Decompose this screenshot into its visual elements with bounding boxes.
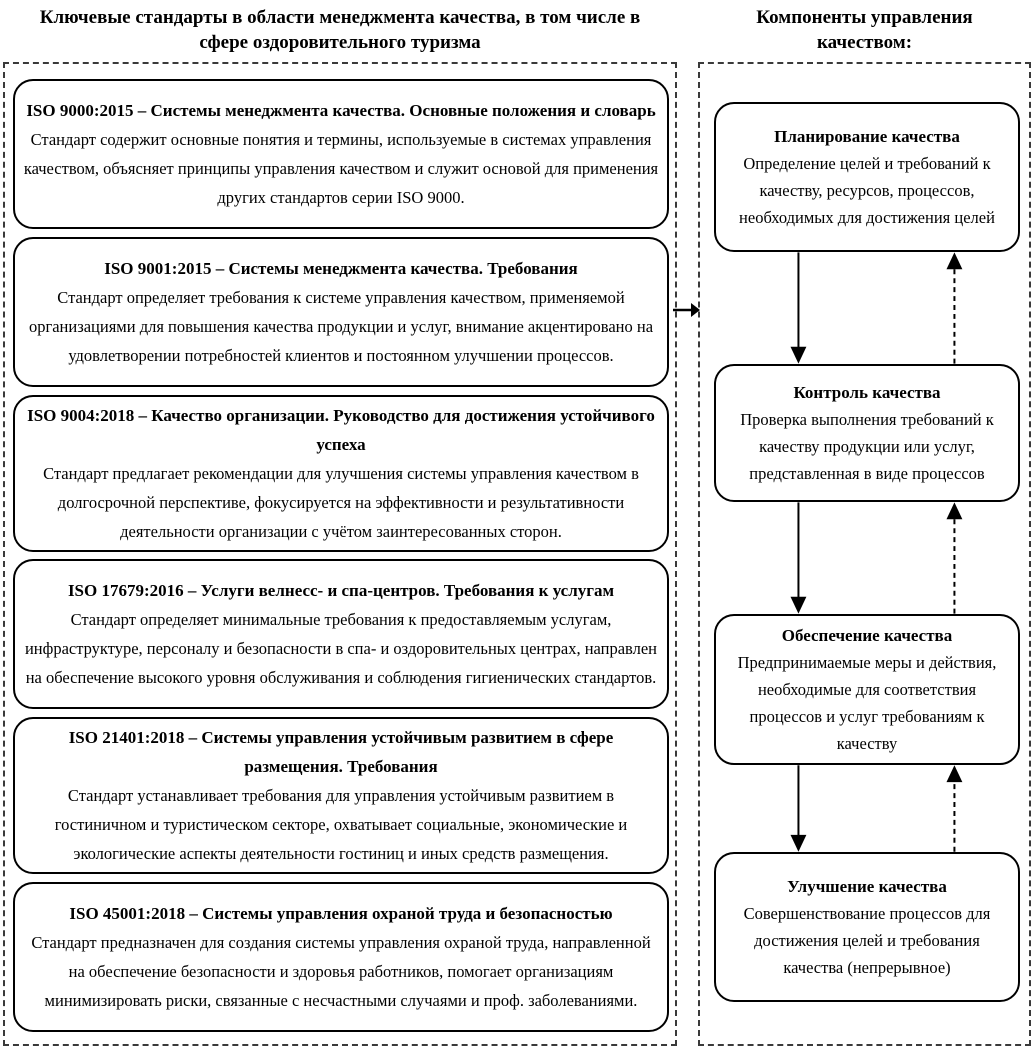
component-card-description: Совершенствование процессов для достижения целей и требования качества (непрерывное) (743, 904, 991, 977)
component-card-title: Улучшение качества (787, 877, 947, 896)
components-panel (698, 62, 1031, 1046)
standard-card-iso-45001 (13, 882, 669, 1032)
component-card-description: Предпринимаемые меры и действия, необходимые для соответствия процессов и услуг требованиям к качеству (737, 653, 997, 753)
standard-card-iso-21401 (13, 717, 669, 874)
flow-arrows-icon (714, 252, 1020, 364)
arrow-zone-3 (714, 765, 1020, 852)
flow-arrows-icon (714, 765, 1020, 852)
standard-card-description: Стандарт содержит основные понятия и термины, используемые в системах управления качеством, объясняет принципы управления качеством и служит основой для применения других стандартов серии ISO 9000. (23, 130, 659, 207)
standard-card-description: Стандарт определяет минимальные требования к предоставляемым услугам, инфраструктуре, персоналу и безопасности в спа- и оздоровительных центрах, направлен на обеспечение высокого уровня обслуживания и соблюдения гигиенических стандартов. (24, 610, 658, 688)
standard-card-iso-17679 (13, 559, 669, 709)
component-card-title: Контроль качества (793, 383, 941, 402)
component-card-assurance (714, 614, 1020, 765)
standard-card-title: ISO 45001:2018 – Системы управления охраной труда и безопасностью (69, 903, 613, 923)
component-card-planning (714, 102, 1020, 252)
standards-panel (3, 62, 677, 1046)
components-title-line-2: качеством: (816, 32, 913, 53)
flow-arrows-icon (714, 502, 1020, 614)
component-card-title: Планирование качества (774, 127, 960, 146)
component-card-title: Обеспечение качества (781, 626, 953, 645)
standard-card-iso-9004 (13, 395, 669, 552)
link-arrow-icon (673, 300, 700, 320)
component-card-control (714, 364, 1020, 502)
standards-panel-title (2, 5, 678, 55)
feedback-arrow-up-head-icon (946, 252, 962, 269)
standards-title-line-2: сфере оздоровительного туризма (199, 32, 481, 53)
flow-arrow-down-head-icon (791, 597, 807, 614)
standard-card-description: Стандарт устанавливает требования для управления устойчивым развитием в гостиничном и туристическом секторе, охватывает социальные, экономические и экологические аспекты деятельности гостиниц и иных средств размещения. (54, 786, 628, 864)
standard-card-title: ISO 9004:2018 – Качество организации. Руководство для достижения устойчивого успеха (27, 405, 655, 454)
standard-card-title: ISO 9000:2015 – Системы менеджмента качества. Основные положения и словарь (26, 101, 656, 120)
standard-card-title: ISO 21401:2018 – Системы управления устойчивым развитием в сфере размещения. Требования (68, 728, 614, 777)
standard-card-iso-9000 (13, 79, 669, 229)
standards-title-line-1: Ключевые стандарты в области менеджмента качества, в том числе в (39, 7, 641, 28)
arrow-zone-2 (714, 502, 1020, 614)
standard-card-description: Стандарт предлагает рекомендации для улучшения системы управления качеством в долгосрочной перспективе, фокусируется на эффективности и результативности деятельности организации с учётом заинтересованных сторон. (43, 463, 639, 541)
flow-arrow-down-head-icon (791, 835, 807, 852)
flow-arrow-down-head-icon (791, 347, 807, 364)
arrow-zone-1 (714, 252, 1020, 364)
component-card-description: Определение целей и требований к качеству, ресурсов, процессов, необходимых для достижения целей (739, 154, 995, 227)
standard-card-title: ISO 9001:2015 – Системы менеджмента качества. Требования (104, 258, 578, 278)
feedback-arrow-up-head-icon (946, 765, 962, 782)
components-panel-title (698, 5, 1031, 55)
component-card-description: Проверка выполнения требований к качеству продукции или услуг, представленная в виде процессов (740, 410, 994, 483)
components-title-line-1: Компоненты управления (756, 7, 973, 28)
component-card-improvement (714, 852, 1020, 1002)
standard-card-description: Стандарт определяет требования к системе управления качеством, применяемой организациями для повышения качества продукции и услуг, внимание акцентировано на удовлетворении потребностей клиентов и постоянном улучшении процессов. (28, 287, 654, 365)
standard-card-iso-9001 (13, 237, 669, 387)
standard-card-description: Стандарт предназначен для создания системы управления охраной труда, направленной на обеспечение безопасности и здоровья работников, помогает организациям минимизировать риски, связанные с несчастными случаями и проф. заболеваниями. (31, 932, 651, 1010)
feedback-arrow-up-head-icon (946, 502, 962, 519)
standard-card-title: ISO 17679:2016 – Услуги велнесс- и спа-центров. Требования к услугам (67, 581, 615, 601)
